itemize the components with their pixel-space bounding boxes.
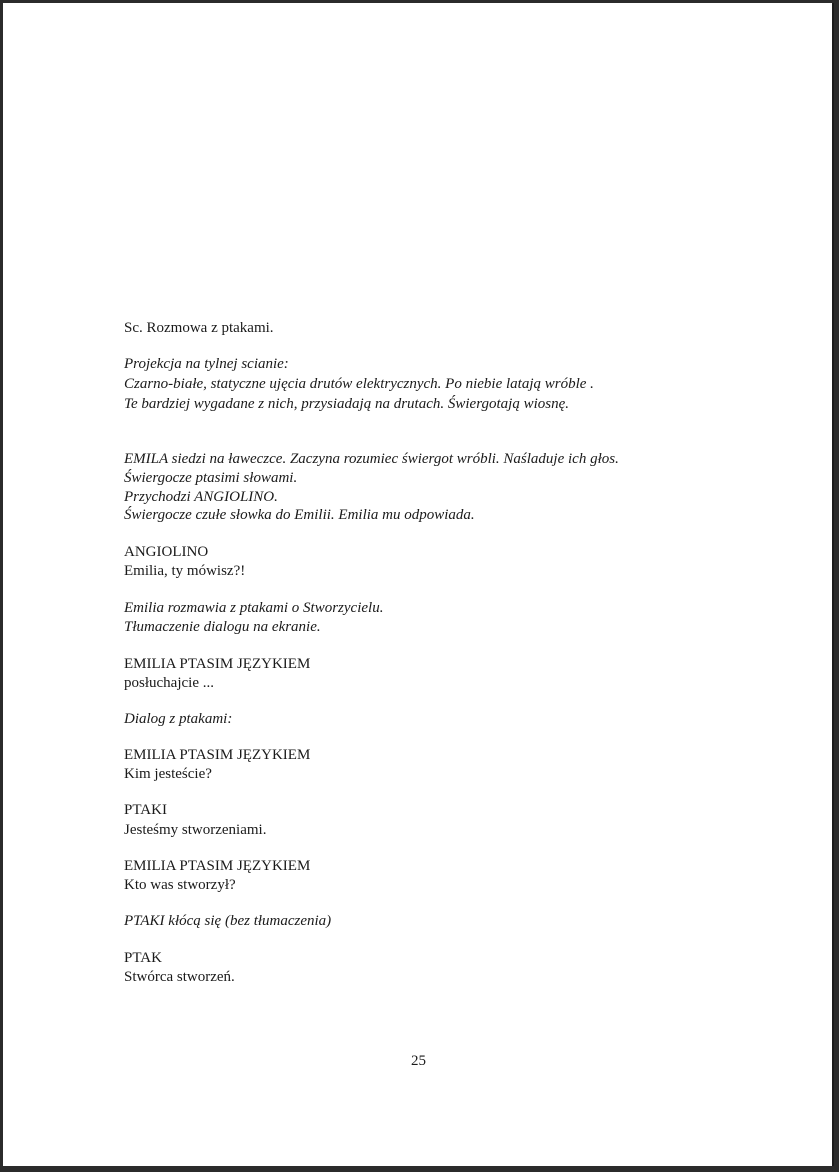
projection-line: Czarno-białe, statyczne ujęcia drutów elektrycznych. Po niebie latają wróble . [124, 376, 594, 392]
stage-direction: Dialog z ptakami: [124, 711, 233, 727]
stage-direction: PTAKI kłócą się (bez tłumaczenia) [124, 913, 332, 929]
projection-line: Te bardziej wygadane z nich, przysiadają na drutach. Świergotają wiosnę. [124, 396, 569, 412]
dialogue-line: Emilia, ty mówisz?! [124, 563, 246, 579]
stage-direction: EMILA siedzi na ławeczce. Zaczyna rozumiec świergot wróbli. Naśladuje ich głos. [124, 451, 619, 467]
stage-direction: Świergocze czułe słowka do Emilii. Emilia mu odpowiada. [124, 507, 475, 523]
projection-label: Projekcja na tylnej scianie: [124, 356, 289, 372]
dialogue-line: posłuchajcie ... [124, 675, 214, 691]
dialogue-line: Kto was stworzył? [124, 877, 236, 893]
stage-direction: Tłumaczenie dialogu na ekranie. [124, 619, 321, 635]
dialogue-line: Stwórca stworzeń. [124, 969, 235, 985]
dialogue-line: Kim jesteście? [124, 766, 212, 782]
speaker-name: PTAK [124, 950, 162, 966]
speaker-name: PTAKI [124, 802, 167, 818]
scene-heading: Sc. Rozmowa z ptakami. [124, 320, 274, 336]
speaker-name: ANGIOLINO [124, 544, 209, 560]
speaker-name: EMILIA PTASIM JĘZYKIEM [124, 858, 311, 874]
stage-direction: Emilia rozmawia z ptakami o Stworzycielu. [124, 600, 384, 616]
stage-direction: Świergocze ptasimi słowami. [124, 470, 298, 486]
speaker-name: EMILIA PTASIM JĘZYKIEM [124, 656, 311, 672]
stage-direction: Przychodzi ANGIOLINO. [124, 489, 278, 505]
page-number: 25 [411, 1053, 426, 1069]
document-page [3, 3, 834, 1166]
dialogue-line: Jesteśmy stworzeniami. [124, 822, 267, 838]
speaker-name: EMILIA PTASIM JĘZYKIEM [124, 747, 311, 763]
